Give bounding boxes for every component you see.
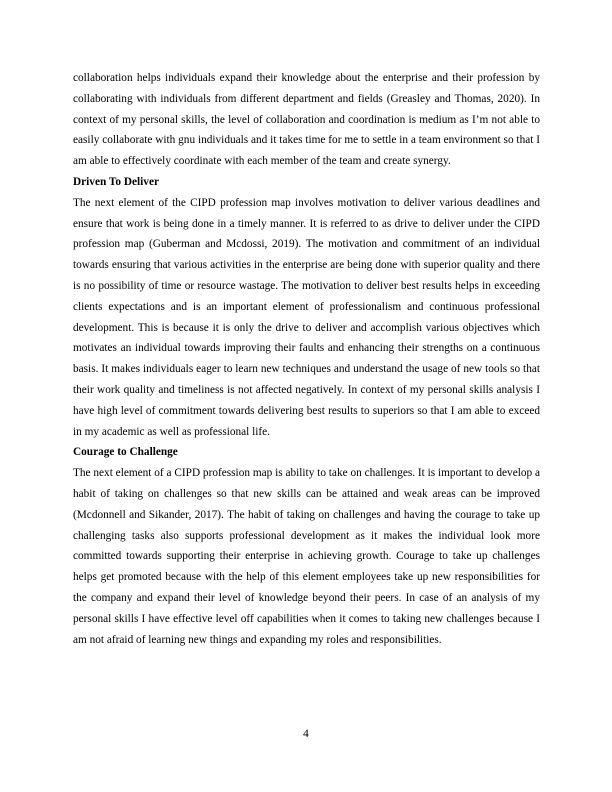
page-body [73,68,540,650]
paragraph-courage-to-challenge: The next element of a CIPD profession map is ability to take on challenges. It is important to develop a habit of taking on challenges so that new skills can be attained and weak areas can be improved (Mcdonnell and Sikander, 2017). The habit of taking on challenges and having the courage to take up challenging tasks also supports professional development as it makes the individual look more committed towards supporting their enterprise in achieving growth. Courage to take up challenges helps get promoted because with the help of this element employees take up new responsibilities for the company and expand their level of knowledge beyond their peers. In case of an analysis of my personal skills I have effective level off capabilities when it comes to taking new challenges because I am not afraid of learning new things and expanding my roles and responsibilities. [73,467,540,646]
paragraph-driven-to-deliver: The next element of the CIPD profession map involves motivation to deliver various deadlines and ensure that work is being done in a timely manner. It is referred to as drive to deliver under the CIPD profession map (Guberman and Mcdossi, 2019). The motivation and commitment of an individual towards ensuring that various activities in the enterprise are being done with superior quality and there is no possibility of time or resource wastage. The motivation to deliver best results helps in exceeding clients expectations and is an important element of professionalism and continuous professional development. This is because it is only the drive to deliver and accomplish various objectives which motivates an individual towards improving their faults and enhancing their strengths on a continuous basis. It makes individuals eager to learn new techniques and understand the usage of new tools so that their work quality and timeliness is not affected negatively. In context of my personal skills analysis I have high level of commitment towards delivering best results to superiors so that I am able to exceed in my academic as well as professional life. [73,196,540,438]
paragraph-collaboration: collaboration helps individuals expand their knowledge about the enterprise and their profession by collaborating with individuals from different department and fields (Greasley and Thomas, 2020). In context of my personal skills, the level of collaboration and coordination is medium as I’m not able to easily collaborate with gnu individuals and it takes time for me to settle in a team environment so that I am able to effectively coordinate with each member of the team and create synergy. [73,72,540,168]
heading-courage-to-challenge: Courage to Challenge [73,446,178,459]
heading-driven-to-deliver: Driven To Deliver [73,175,159,188]
page-number: 4 [303,728,309,740]
